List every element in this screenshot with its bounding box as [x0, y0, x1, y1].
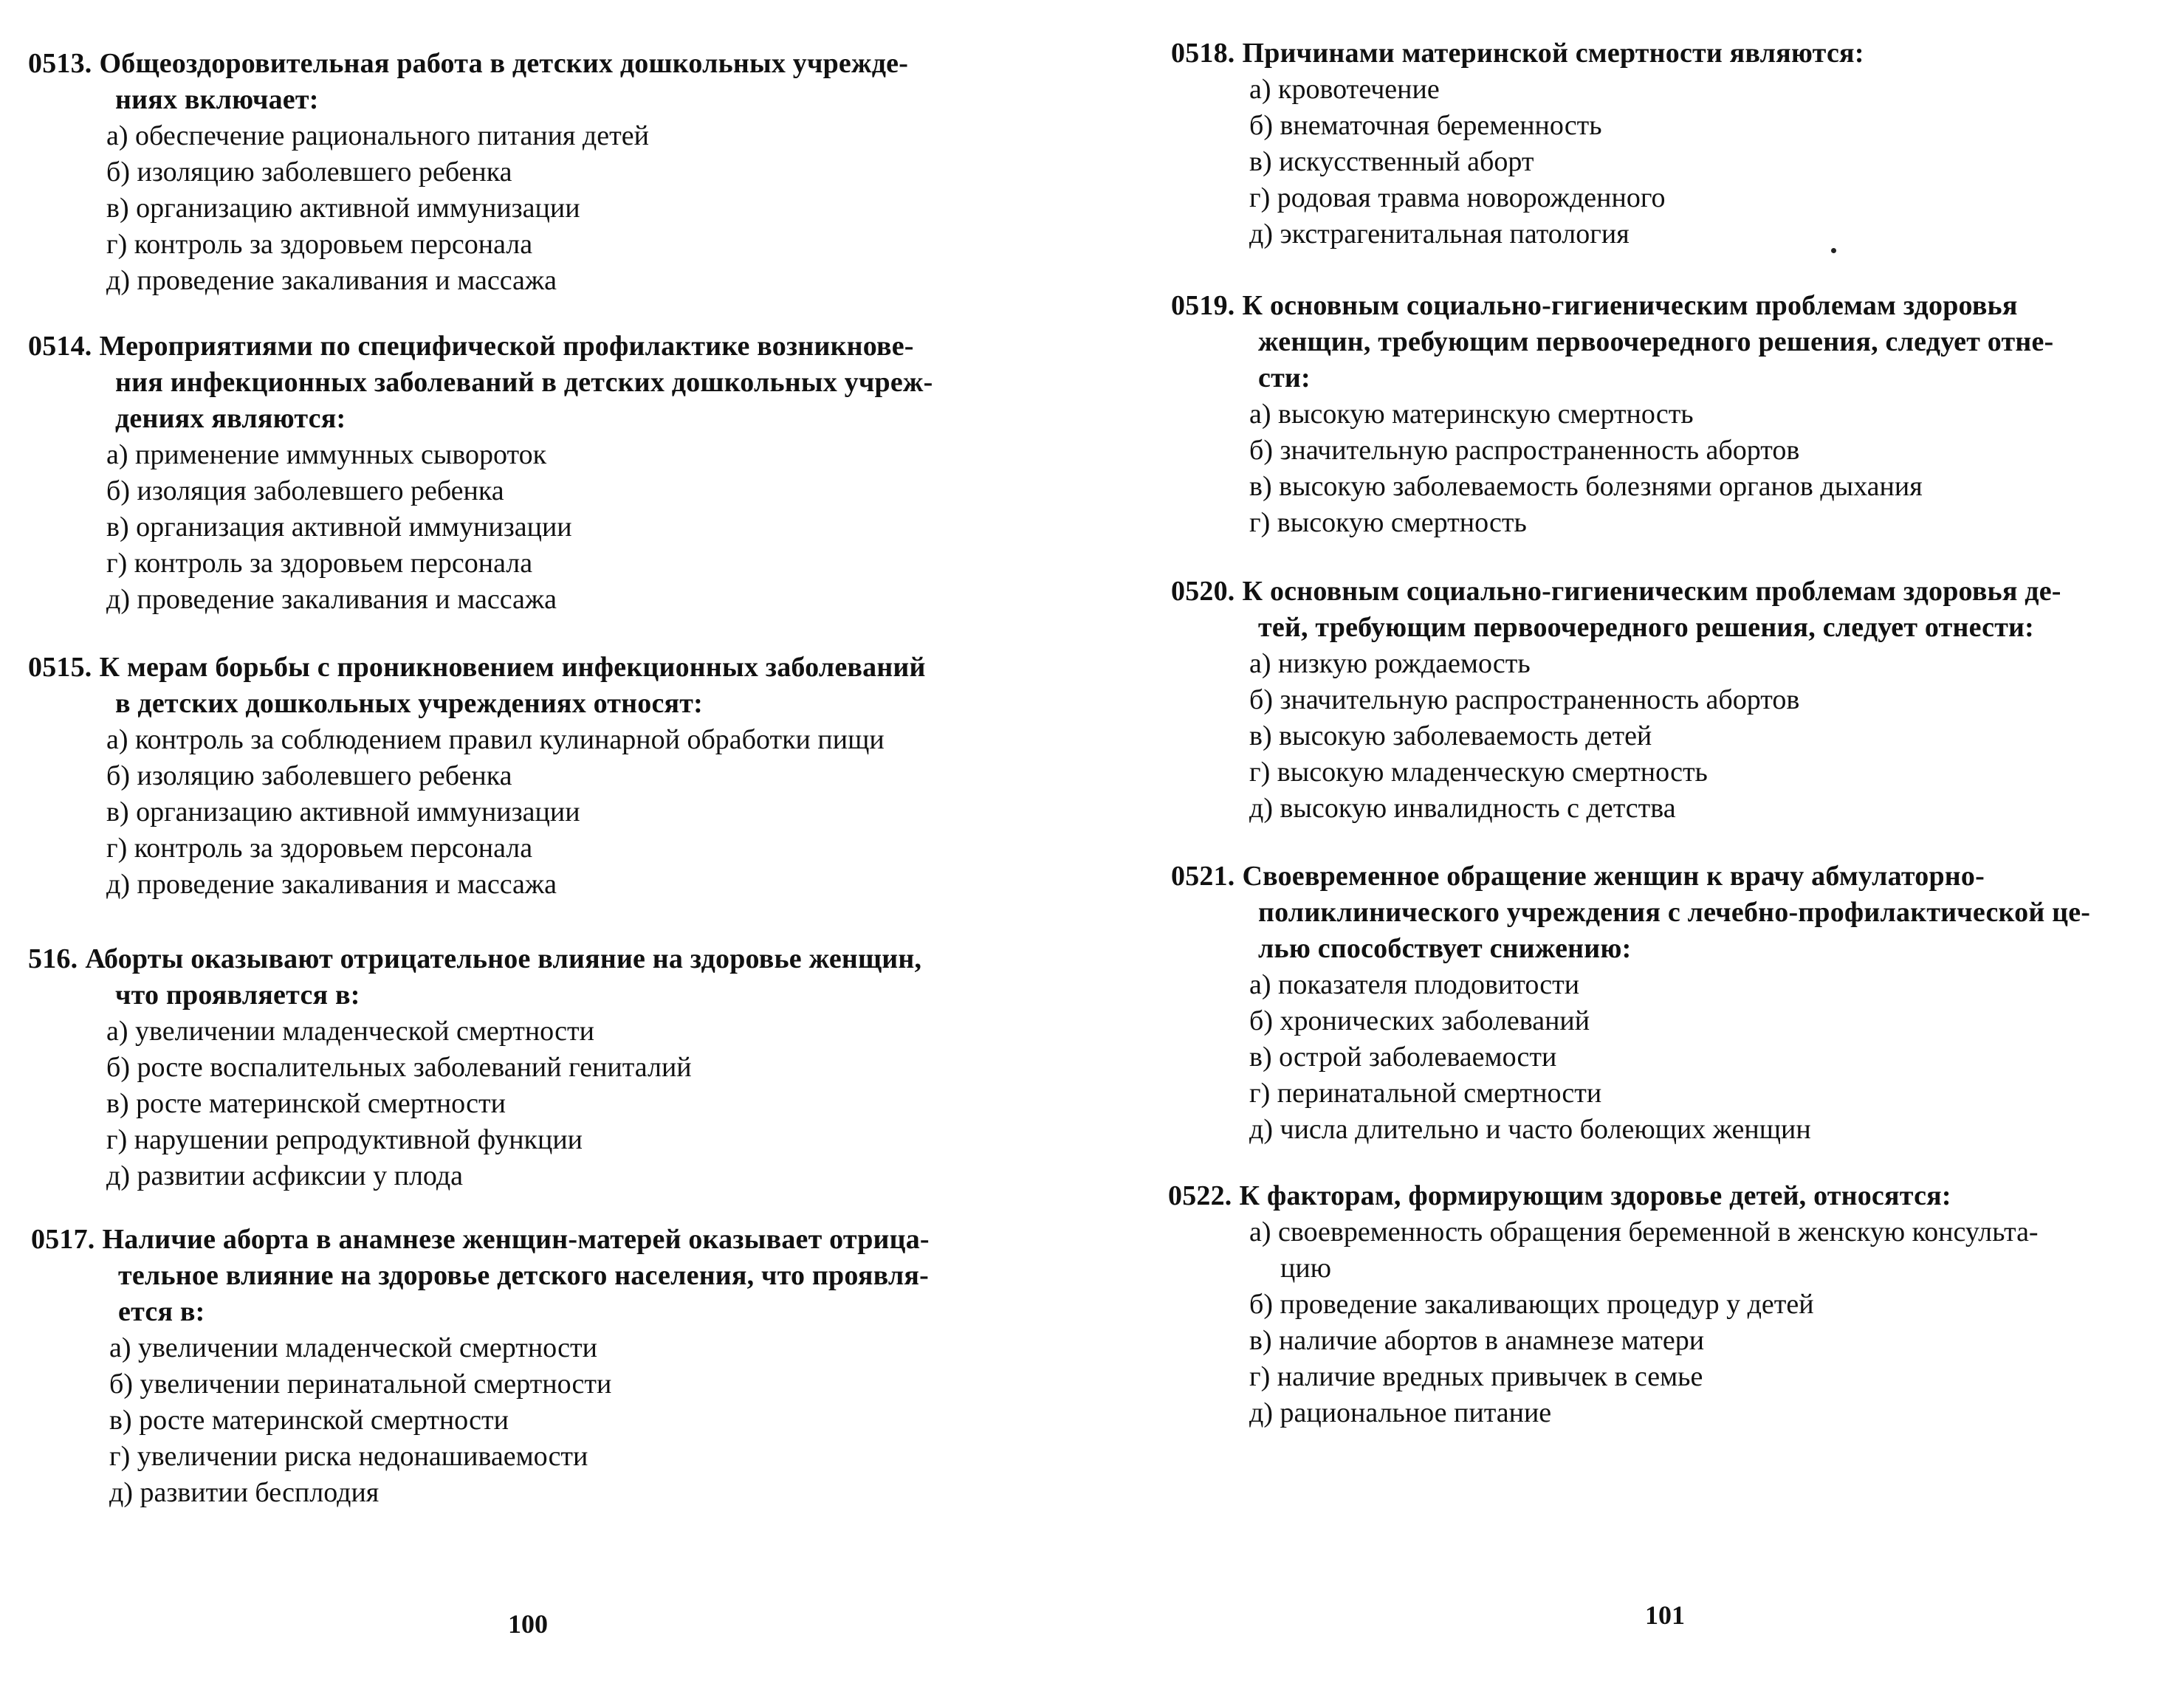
question-text-line: ниях включает:: [115, 84, 319, 115]
answer-option: а) применение иммунных сывороток: [106, 439, 547, 470]
answer-option: г) высокую смертность: [1249, 507, 1527, 538]
answer-option: б) изоляцию заболевшего ребенка: [106, 156, 512, 187]
answer-option: г) увеличении риска недонашиваемости: [109, 1441, 588, 1472]
answer-option: д) числа длительно и часто болеющих женщин: [1249, 1114, 1811, 1145]
answer-options: [1171, 646, 2141, 827]
question-number: 0522.: [1168, 1180, 1232, 1211]
answer-option: г) контроль за здоровьем персонала: [106, 833, 533, 864]
question-text-line: Причинами материнской смертности являются:: [1242, 38, 1864, 69]
answer-option: г) контроль за здоровьем персонала: [106, 229, 533, 260]
answer-option: д) проведение закаливания и массажа: [106, 584, 557, 615]
question-text-line: поликлинического учреждения с лечебно-профилактической це-: [1258, 897, 2091, 928]
answer-option: б) изоляцию заболевшего ребенка: [106, 760, 512, 791]
answer-option: д) проведение закаливания и массажа: [106, 869, 557, 900]
question-text-line: К основным социально-гигиеническим проблемам здоровья: [1242, 290, 2018, 321]
scan-speck: [1831, 248, 1836, 253]
question-0515: [28, 650, 1026, 903]
answer-options: [28, 722, 1026, 903]
answer-options: [31, 1330, 1029, 1511]
question-title: [1168, 1178, 2143, 1214]
answer-option: б) увеличении перинатальной смертности: [109, 1369, 612, 1400]
answer-option-continuation: цию: [1280, 1253, 1332, 1284]
answer-options: [28, 118, 988, 299]
question-text-line: дениях являются:: [115, 403, 346, 434]
answer-option: в) росте материнской смертности: [109, 1405, 509, 1436]
question-title: [28, 328, 1026, 437]
question-text-line: ется в:: [118, 1296, 205, 1327]
answer-option: д) проведение закаливания и массажа: [106, 265, 557, 296]
question-0517: [31, 1222, 1029, 1511]
question-number: 516.: [28, 943, 78, 974]
question-number: 0517.: [31, 1224, 95, 1255]
question-text-line: сти:: [1258, 362, 1311, 393]
answer-option: г) контроль за здоровьем персонала: [106, 548, 533, 579]
question-number: 0520.: [1171, 576, 1235, 607]
answer-option: в) наличие абортов в анамнезе матери: [1249, 1325, 1705, 1356]
answer-option: а) показателя плодовитости: [1249, 969, 1580, 1000]
answer-options: [1171, 72, 2146, 252]
question-title: [1171, 35, 2146, 72]
question-title: [31, 1222, 1029, 1330]
question-number: 0514.: [28, 331, 92, 362]
question-text-line: Мероприятиями по специфической профилактике возникнове-: [99, 331, 914, 362]
question-number: 0518.: [1171, 38, 1235, 69]
answer-option: б) значительную распространенность абортов: [1249, 684, 1800, 715]
answer-option: а) увеличении младенческой смертности: [109, 1332, 597, 1363]
question-number: 0515.: [28, 652, 92, 683]
question-0522: [1168, 1178, 2143, 1431]
question-0518: [1171, 35, 2146, 252]
answer-options: [1171, 396, 2141, 541]
answer-option: в) высокую заболеваемость детей: [1249, 720, 1652, 751]
question-text-line: К мерам борьбы с проникновением инфекционных заболеваний: [99, 652, 926, 683]
answer-option: г) высокую младенческую смертность: [1249, 757, 1708, 788]
answer-option: д) рациональное питание: [1249, 1397, 1552, 1428]
page-number: 101: [1645, 1600, 1685, 1630]
question-text-line: что проявляется в:: [115, 980, 360, 1011]
answer-option: в) организацию активной иммунизации: [106, 193, 580, 224]
answer-option: а) кровотечение: [1249, 74, 1440, 105]
question-number: 0521.: [1171, 861, 1235, 892]
question-text-line: ния инфекционных заболеваний в детских дошкольных учреж-: [115, 367, 933, 398]
question-text-line: Своевременное обращение женщин к врачу абмулаторно-: [1242, 861, 1985, 892]
answer-option: в) искусственный аборт: [1249, 146, 1534, 177]
answer-option: б) хронических заболеваний: [1249, 1005, 1590, 1036]
answer-options: [1171, 967, 2141, 1148]
question-text-line: тельное влияние на здоровье детского населения, что проявля-: [118, 1260, 929, 1291]
answer-options: [28, 437, 1026, 618]
question-title: [28, 46, 988, 118]
question-text-line: Общеоздоровительная работа в детских дошкольных учрежде-: [99, 48, 909, 79]
question-title: [1171, 858, 2141, 967]
question-0521: [1171, 858, 2141, 1148]
answer-option: д) развитии асфиксии у плода: [106, 1160, 464, 1191]
answer-option: в) высокую заболеваемость болезнями органов дыхания: [1249, 471, 1923, 502]
answer-option: д) развитии бесплодия: [109, 1477, 380, 1508]
question-0513: [28, 46, 988, 299]
answer-option: г) родовая травма новорожденного: [1249, 182, 1666, 213]
answer-option: а) обеспечение рационального питания детей: [106, 120, 649, 151]
answer-options: [1168, 1214, 2143, 1431]
question-text-line: лью способствует снижению:: [1258, 933, 1632, 964]
answer-option: г) нарушении репродуктивной функции: [106, 1124, 583, 1155]
answer-option: а) контроль за соблюдением правил кулинарной обработки пищи: [106, 724, 885, 755]
answer-option: б) изоляция заболевшего ребенка: [106, 475, 504, 506]
question-number: 0519.: [1171, 290, 1235, 321]
question-title: [1171, 288, 2141, 396]
right-page: [1092, 0, 2184, 1683]
answer-option: д) экстрагенитальная патология: [1249, 218, 1630, 249]
question-0514: [28, 328, 1026, 618]
answer-option: д) высокую инвалидность с детства: [1249, 793, 1676, 824]
question-text-line: женщин, требующим первоочередного решения, следует отне-: [1258, 326, 2054, 357]
question-title: [1171, 574, 2141, 646]
answer-option: в) росте материнской смертности: [106, 1088, 506, 1119]
question-0520: [1171, 574, 2141, 827]
answer-option: б) внематочная беременность: [1249, 110, 1602, 141]
answer-option: в) острой заболеваемости: [1249, 1042, 1557, 1073]
answer-option: в) организацию активной иммунизации: [106, 796, 580, 827]
answer-option: в) организация активной иммунизации: [106, 512, 572, 543]
answer-option: г) наличие вредных привычек в семье: [1249, 1361, 1703, 1392]
question-text-line: Наличие аборта в анамнезе женщин-матерей оказывает отрица-: [102, 1224, 930, 1255]
answer-option: б) росте воспалительных заболеваний гениталий: [106, 1052, 692, 1083]
question-text-line: тей, требующим первоочередного решения, следует отнести:: [1258, 612, 2035, 643]
question-text-line: К факторам, формирующим здоровье детей, относятся:: [1239, 1180, 1951, 1211]
page-number: 100: [508, 1609, 548, 1639]
answer-option: а) низкую рождаемость: [1249, 648, 1531, 679]
question-text-line: в детских дошкольных учреждениях относят:: [115, 688, 703, 719]
question-text-line: Аборты оказывают отрицательное влияние на здоровье женщин,: [85, 943, 922, 974]
answer-option: а) своевременность обращения беременной в женскую консульта-: [1249, 1216, 2039, 1247]
question-text-line: К основным социально-гигиеническим проблемам здоровья де-: [1242, 576, 2061, 607]
answer-option: а) увеличении младенческой смертности: [106, 1016, 594, 1047]
question-number: 0513.: [28, 48, 92, 79]
question-title: [28, 941, 1026, 1013]
answer-option: б) проведение закаливающих процедур у детей: [1249, 1289, 1814, 1320]
answer-option: б) значительную распространенность абортов: [1249, 435, 1800, 466]
question-title: [28, 650, 1026, 722]
answer-option: а) высокую материнскую смертность: [1249, 399, 1694, 430]
answer-options: [28, 1013, 1026, 1194]
answer-option: г) перинатальной смертности: [1249, 1078, 1602, 1109]
question-0519: [1171, 288, 2141, 541]
question-0516: [28, 941, 1026, 1194]
